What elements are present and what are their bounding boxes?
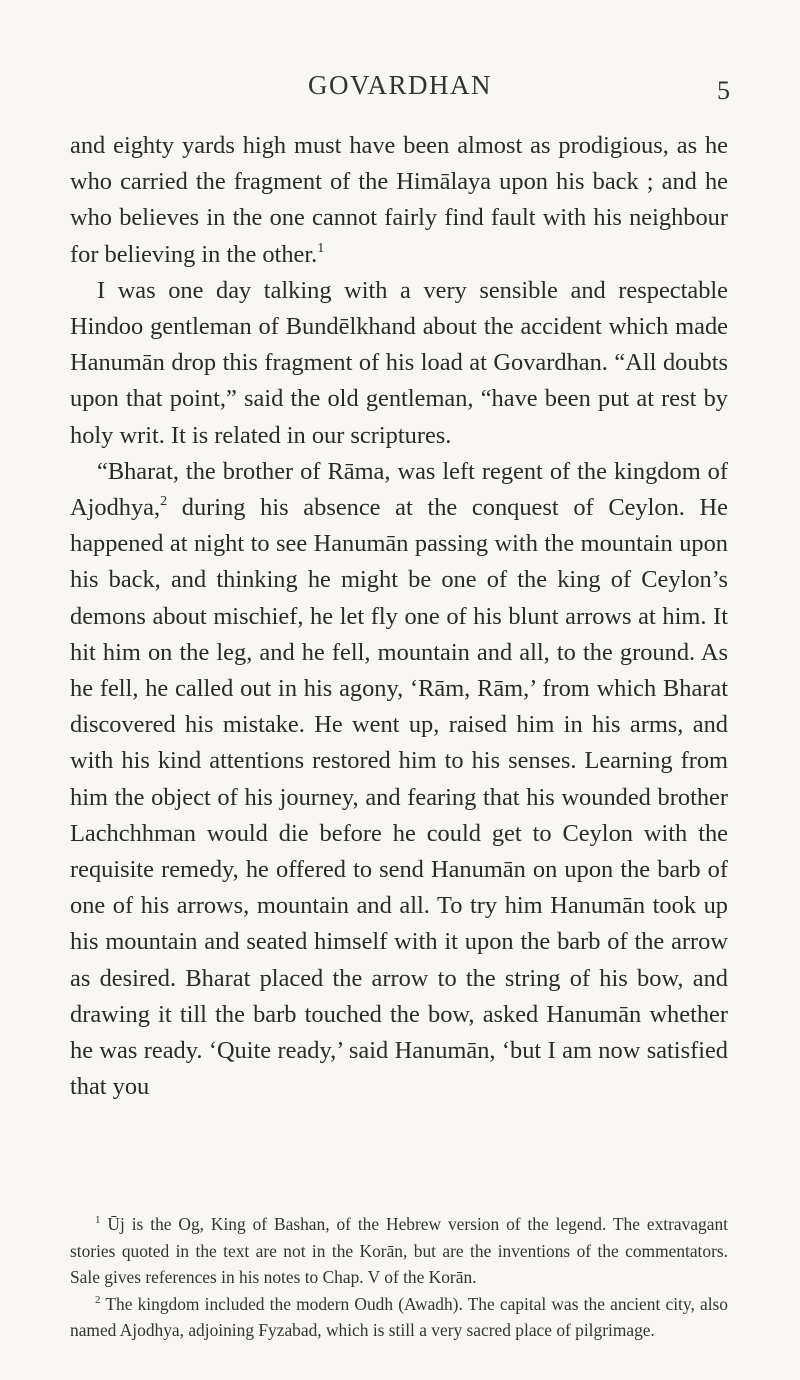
paragraph-text: “Bharat, the brother of Rāma, was left regent of the kingdom of Ajodhya, [70, 457, 728, 522]
main-text [70, 128, 728, 1105]
footnote-text: The kingdom included the modern Oudh (Awadh). The capital was the ancient city, also named Ajodhya, adjoining Fyzabad, which is still a very sacred place of pilgrimage. [70, 1293, 728, 1340]
paragraph-text: during his absence at the conquest of Ceylon. He happened at night to see Hanumān passing with the mountain upon his back, and thinking he might be one of the king of Ceylon’s demons about mischief, he let fly one of his blunt arrows at him. It hit him on the leg, and he fell, mountain and all, to the ground. As he fell, he called out in his agony, ‘Rām, Rām,’ from which Bharat discovered his mistake. He went up, raised him in his arms, and with his kind attentions restored him to his senses. Learning from him the object of his journey, and fearing that his wounded brother Lachchhman would die before he could get to Ceylon with the requisite remedy, he offered to send Hanumān on upon the barb of one of his arrows, mountain and all. To try him Hanumān took up his mountain and seated himself with it upon the barb of the arrow as desired. Bharat placed the arrow to the string of his bow, and drawing it till the barb touched the bow, asked Hanumān whether he was ready. ‘Quite ready,’ said Hanumān, ‘but I am now satisfied that you [70, 494, 728, 1101]
running-title: GOVARDHAN [307, 70, 493, 100]
footnote-text: Ūj is the Og, King of Bashan, of the Hebrew version of the legend. The extravagant stories quoted in the text are not in the Korān, but are the inventions of the commentators. Sale gives references in his notes to Chap. V of the Korān. [70, 1214, 728, 1287]
footnote-reference: 2 [160, 494, 168, 510]
page-number: 5 [717, 76, 730, 105]
paragraph-text: and eighty yards high must have been almost as prodigious, as he who carried the fragment of the Himālaya upon his back ; and he who believes in the one cannot fairly find fault with his neighbour for believing in the other. [70, 132, 728, 268]
footnote-reference: 1 [317, 240, 325, 256]
page-header [70, 70, 730, 110]
footnote-marker: 2 [95, 1293, 101, 1306]
footnote [70, 1211, 728, 1291]
paragraph [70, 128, 728, 273]
footnotes [70, 1211, 728, 1344]
footnote [70, 1291, 728, 1344]
paragraph-text: I was one day talking with a very sensible and respectable Hindoo gentleman of Bundēlkhand about the accident which made Hanumān drop this fragment of his load at Govardhan. “All doubts upon that point,” said the old gentleman, “have been put at rest by holy writ. It is related in our scriptures. [70, 276, 728, 449]
paragraph [70, 273, 728, 454]
paragraph [70, 454, 728, 1106]
footnote-marker: 1 [95, 1214, 101, 1226]
